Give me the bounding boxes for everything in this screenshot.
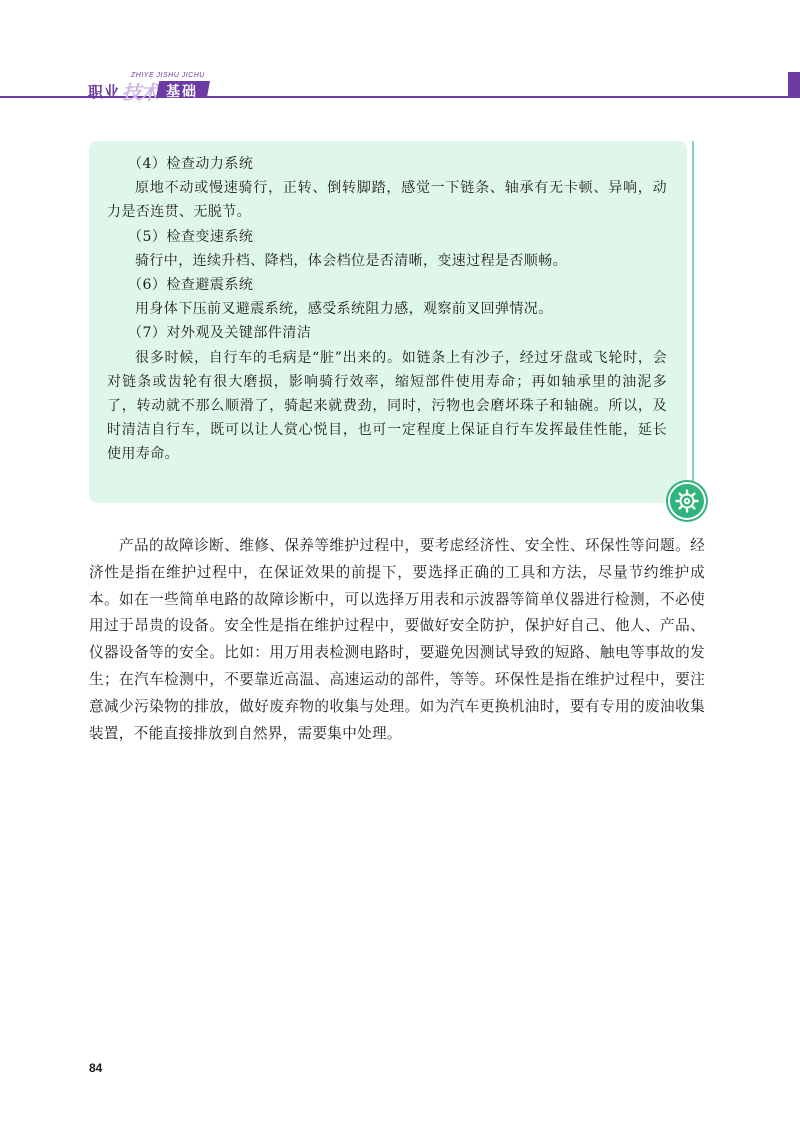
- tip-body-cleaning: 很多时候，自行车的毛病是“脏”出来的。如链条上有沙子，经过牙盘或飞轮时，会对链条或齿轮有很大磨损，影响骑行效率，缩短部件使用寿命；再如轴承里的油泥多了，转动就不那么顺滑了，骑起来就费劲，同时，污物也会磨坏珠子和轴碗。所以，及时清洁自行车，既可以让人赏心悦目，也可一定程度上保证自行车发挥最佳性能，延长使用寿命。: [107, 349, 667, 463]
- tip-heading-suspension: （6）检查避震系统: [128, 277, 254, 294]
- tip-box-side-bar: [692, 141, 694, 487]
- tip-heading-power: （4）检查动力系统: [128, 156, 254, 172]
- header-label-jishu: 技术: [122, 82, 159, 104]
- gear-icon: [668, 482, 706, 520]
- running-header: [0, 72, 800, 108]
- tip-box-content: [107, 152, 667, 467]
- page-number: 84: [89, 1061, 103, 1075]
- header-label-jichu: 基础: [166, 84, 198, 100]
- tip-body-gears: 骑行中，连续升档、降档，体会档位是否清晰，变速过程是否顺畅。: [135, 252, 567, 269]
- tip-heading-gears: （5）检查变速系统: [128, 228, 254, 245]
- header-label-zhiye: 职业: [88, 83, 121, 101]
- tip-heading-cleaning: （7）对外观及关键部件清洁: [128, 325, 312, 342]
- header-edge-tab: [788, 72, 800, 98]
- header-pinyin: ZHIYE JISHU JICHU: [131, 72, 205, 79]
- tip-body-suspension: 用身体下压前叉避震系统，感受系统阻力感，观察前叉回弹情况。: [135, 301, 553, 318]
- body-paragraph: 产品的故障诊断、维修、保养等维护过程中，要考虑经济性、安全性、环保性等问题。经济性是指在维护过程中，在保证效果的前提下，要选择正确的工具和方法，尽量节约维护成本。如在一些简单电路的故障诊断中，可以选择万用表和示波器等简单仪器进行检测，不必使用过于昂贵的设备。安全性是指在维护过程中，要做好安全防护，保护好自己、他人、产品、仪器设备等的安全。比如：用万用表检测电路时，要避免因测试导致的短路、触电等事故的发生；在汽车检测中，不要靠近高温、高速运动的部件，等等。环保性是指在维护过程中，要注意减少污染物的排放，做好废弃物的收集与处理。如为汽车更换机油时，要有专用的废油收集装置，不能直接排放到自然界，需要集中处理。: [89, 537, 705, 742]
- tip-body-power: 原地不动或慢速骑行，正转、倒转脚踏，感觉一下链条、轴承有无卡顿、异响，动力是否连贯、无脱节。: [107, 180, 667, 221]
